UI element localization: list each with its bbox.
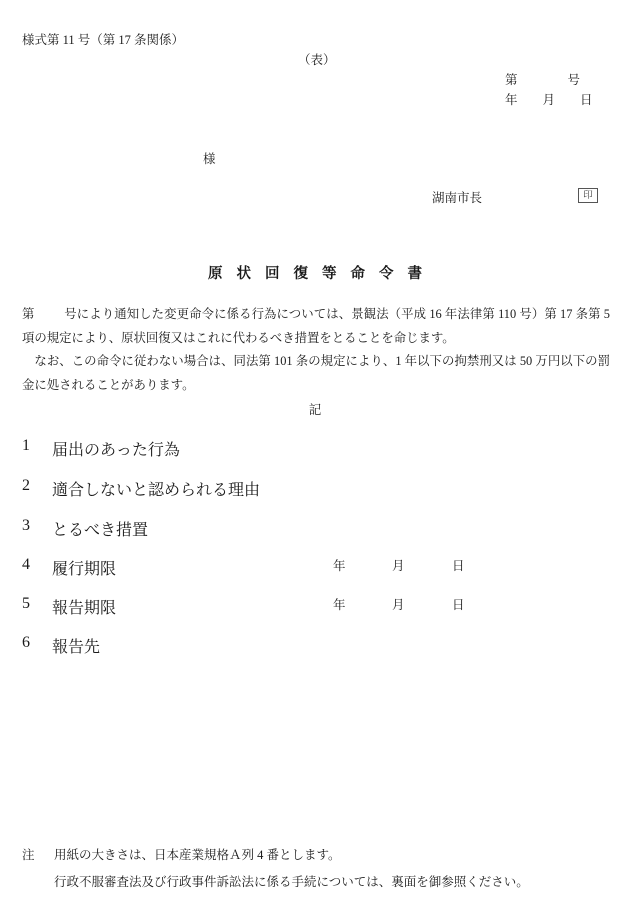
addressee-honorific: 様 xyxy=(203,152,216,166)
body-paragraph-2: なお、この命令に従わない場合は、同法第 101 条の規定により、1 年以下の拘禁刑又は 50 万円以下の罰金に処されることがあります。 xyxy=(22,354,610,392)
item-label-5: 報告期限 xyxy=(52,600,117,617)
item-5-month-field: 月 xyxy=(392,598,405,612)
document-body xyxy=(22,303,610,397)
ki-marker: 記 xyxy=(308,403,322,417)
item-4-year-field: 年 xyxy=(333,559,346,573)
item-number-4: 4 xyxy=(22,556,30,573)
item-5-day-field: 日 xyxy=(452,598,465,612)
side-marker: （表） xyxy=(298,53,336,67)
document-date-field: 年 月 日 xyxy=(505,93,593,107)
note-line-1: 用紙の大きさは、日本産業規格Ａ列 4 番とします。 xyxy=(54,848,341,862)
item-number-1: 1 xyxy=(22,437,30,454)
item-5-year-field: 年 xyxy=(333,598,346,612)
item-number-6: 6 xyxy=(22,634,30,651)
document-number-field: 第 号 xyxy=(505,73,581,87)
item-4-month-field: 月 xyxy=(392,559,405,573)
note-marker: 注 xyxy=(22,848,35,862)
form-number: 様式第 11 号（第 17 条関係） xyxy=(22,33,185,47)
item-label-2: 適合しないと認められる理由 xyxy=(52,482,261,499)
item-number-2: 2 xyxy=(22,477,30,494)
item-label-1: 届出のあった行為 xyxy=(52,442,180,459)
body-paragraph-1 xyxy=(22,303,610,350)
item-number-5: 5 xyxy=(22,595,30,612)
item-label-3: とるべき措置 xyxy=(52,522,149,539)
item-4-day-field: 日 xyxy=(452,559,465,573)
document-title: 原状回復等命令書 xyxy=(208,266,436,282)
item-label-6: 報告先 xyxy=(52,639,101,656)
paragraph-1-text: 号により通知した変更命令に係る行為については、景観法（平成 16 年法律第 110 号）第 17 条第 5 項の規定により、原状回復又はこれに代わるべき措置をとることを命じます。 xyxy=(22,307,610,345)
seal-stamp-box: 印 xyxy=(578,188,598,203)
item-label-4: 履行期限 xyxy=(52,561,117,578)
note-line-2: 行政不服審査法及び行政事件訴訟法に係る手続については、裏面を御参照ください。 xyxy=(54,875,529,889)
item-number-3: 3 xyxy=(22,517,30,534)
issuer-name: 湖南市長 xyxy=(432,191,483,205)
paragraph-1-lead: 第 xyxy=(22,307,35,321)
